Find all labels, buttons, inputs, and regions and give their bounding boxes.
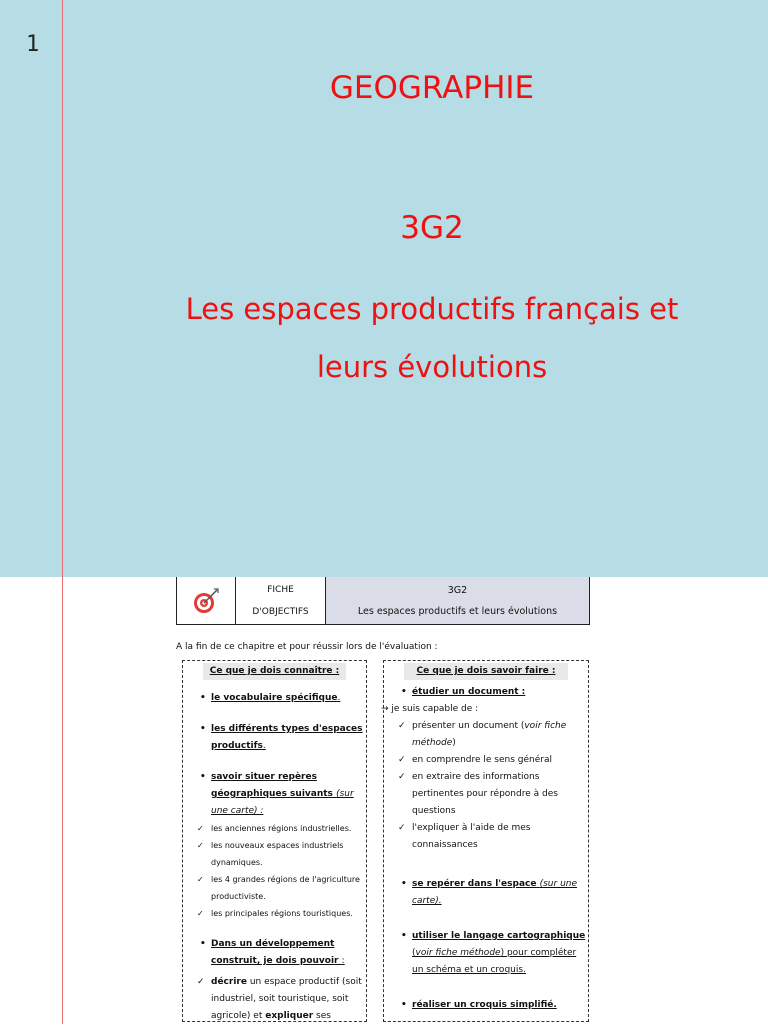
- list-item: ✓ en comprendre le sens général: [384, 752, 588, 769]
- list-item: ✓ l'expliquer à l'aide de mes connaissances: [384, 820, 588, 854]
- knowledge-title: Ce que je dois connaître :: [203, 663, 346, 680]
- margin-line: [62, 0, 63, 1024]
- list-item: ✓ en extraire des informations pertinentes pour répondre à des questions: [384, 769, 588, 820]
- list-item: ✓ les principales régions touristiques.: [183, 905, 366, 922]
- list-item: ✓ les anciennes régions industrielles.: [183, 820, 366, 837]
- page-number: 1: [26, 32, 40, 57]
- skills-box: [383, 660, 589, 1022]
- knowledge-box: [182, 660, 367, 1022]
- chapter-code: 3G2: [400, 210, 464, 246]
- list-item: ✓ présenter un document (voir fiche méthode): [384, 718, 588, 752]
- target-icon: [177, 577, 236, 624]
- list-item: • Dans un développement construit, je dois pouvoir :: [183, 936, 366, 970]
- sheet-title: Les espaces productifs et leurs évolutions: [357, 605, 558, 617]
- list-item: • utiliser le langage cartographique (voir fiche méthode) pour compléter un schéma et un croquis.: [384, 928, 588, 979]
- list-item: • le vocabulaire spécifique.: [183, 690, 366, 707]
- list-item: ✓ les nouveaux espaces industriels dynamiques.: [183, 837, 366, 871]
- list-item: • réaliser un croquis simplifié.: [384, 997, 588, 1014]
- sheet-code: 3G2: [447, 584, 468, 596]
- skills-title: Ce que je dois savoir faire :: [404, 663, 568, 680]
- fiche-label: [236, 577, 326, 624]
- subject-title: GEOGRAPHIE: [329, 70, 535, 106]
- fiche-word: FICHE: [267, 584, 294, 595]
- list-item: ✓ les 4 grandes régions de l'agriculture productiviste.: [183, 871, 366, 905]
- chapter-title-line1: Les espaces productifs français et: [185, 292, 679, 326]
- list-item: ✓ décrire un espace productif (soit industriel, soit touristique, soit agricole) et expliquer ses: [183, 974, 366, 1025]
- sheet-header: [176, 577, 590, 625]
- list-item: → je suis capable de :: [381, 704, 479, 714]
- list-item: • étudier un document :: [384, 684, 588, 701]
- sheet-intro: A la fin de ce chapitre et pour réussir lors de l'évaluation :: [176, 642, 438, 652]
- chapter-title-line2: leurs évolutions: [316, 350, 548, 384]
- list-item: • savoir situer repères géographiques suivants (sur une carte) :: [183, 769, 366, 820]
- chapter-title: [64, 280, 768, 396]
- list-item: • les différents types d'espaces productifs.: [183, 721, 366, 755]
- list-item: • se repérer dans l'espace (sur une carte).: [384, 876, 588, 910]
- objectives-sheet: [176, 577, 590, 1021]
- sheet-title-cell: [326, 577, 589, 624]
- objectifs-word: D'OBJECTIFS: [252, 606, 309, 617]
